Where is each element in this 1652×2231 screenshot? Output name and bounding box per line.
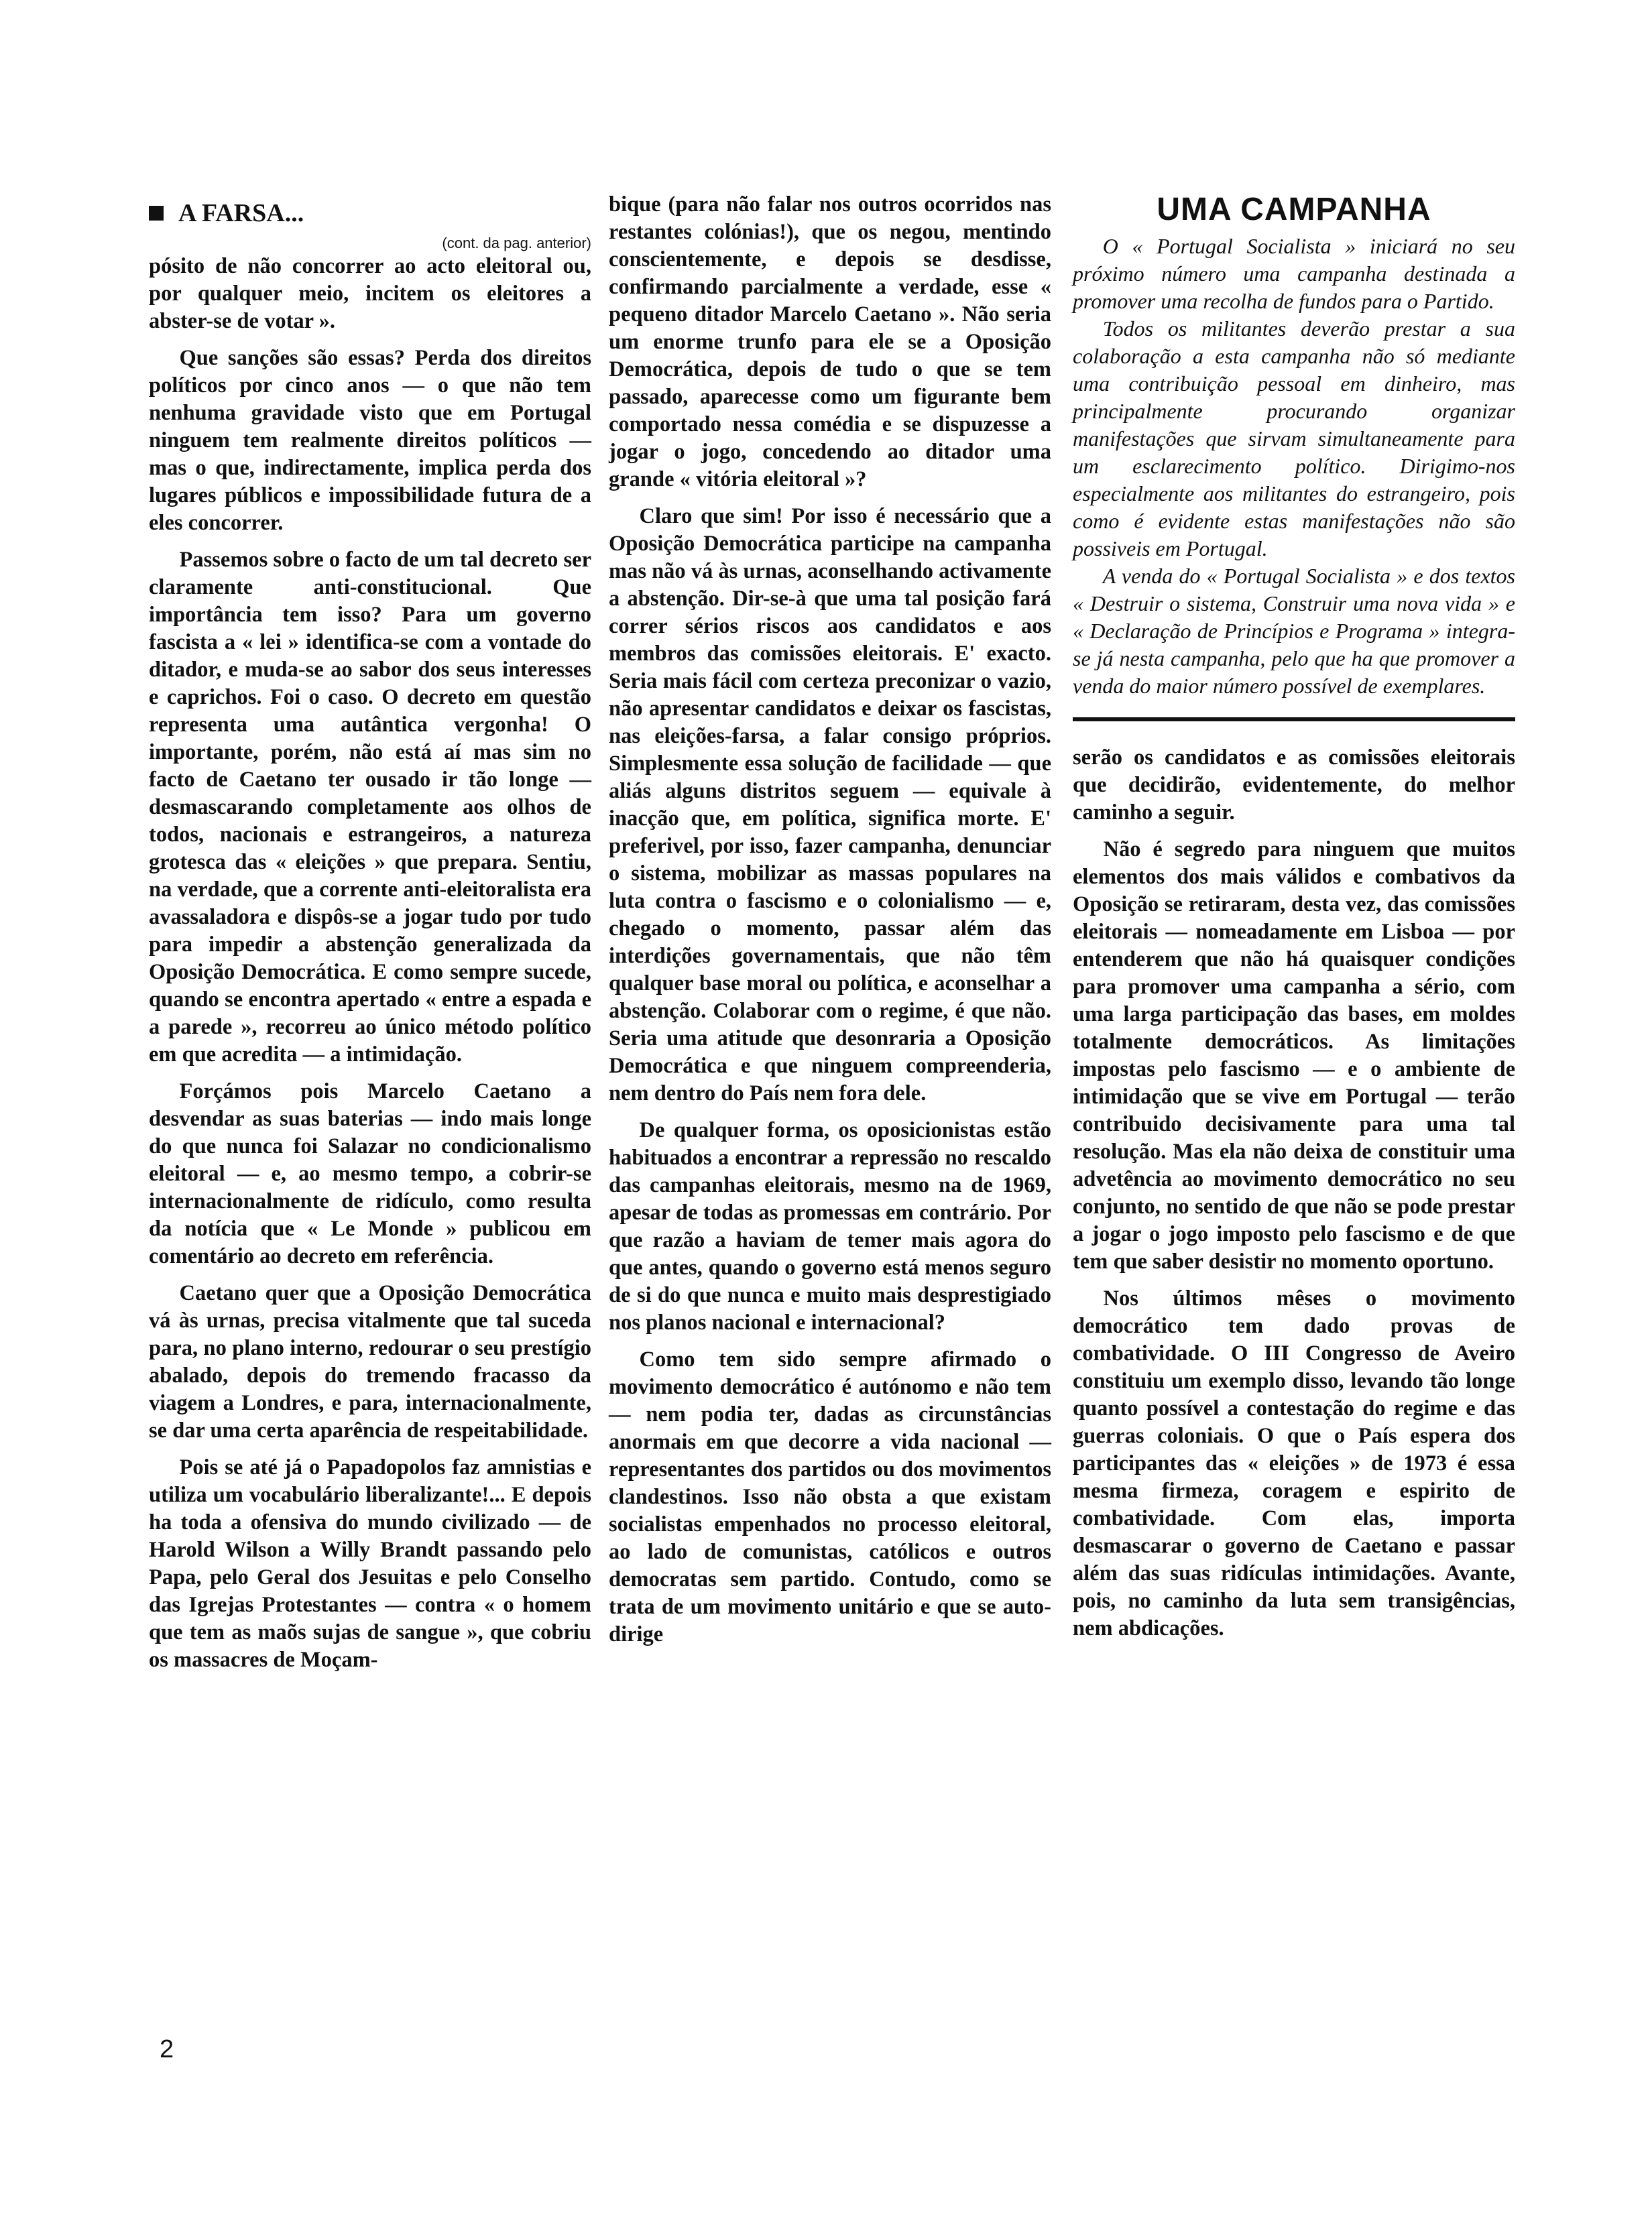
column-1: [149, 191, 591, 1683]
campaign-box: [1073, 191, 1515, 700]
paragraph: De qualquer forma, os oposicionistas estão habituados a encontrar a repressão no rescaldo das campanhas eleitorais, mesmo na de 1969, apesar de todas as promessas em contrário. Por que razão a haviam de temer mais agora do que antes, quando o governo está menos seguro de si do que nunca e muito mais desprestigiado nos planos nacional e internacional?: [609, 1118, 1051, 1335]
divider-rule: [1073, 717, 1515, 721]
paragraph: Passemos sobre o facto de um tal decreto ser claramente anti-constitucional. Que importância tem isso? Para um governo fascista a « lei » identifica-se com a vontade do ditador, e muda-se ao sabor dos seus interesses e caprichos. Foi o caso. O decreto em questão representa uma autântica vergonha! O importante, porém, não está aí mas sim no facto de Caetano ter ousado ir tão longe — desmascarando completamente aos olhos de todos, nacionais e estrangeiros, a natureza grotesca das « eleições » que prepara. Sentiu, na verdade, que a corrente anti-eleitoralista era avassaladora e dispôs-se a jogar tudo por tudo para impedir a abstenção generalizada da Oposição Democrática. E como sempre sucede, quando se encontra apertado « entre a espada e a parede », recorreu ao único método político em que acredita — a intimidação.: [149, 548, 591, 1067]
paragraph: Pois se até já o Papadopolos faz amnistias e utiliza um vocabulário liberalizante!... E depois ha toda a ofensiva do mundo civilizado — de Harold Wilson a Willy Brandt passando pelo Papa, pelo Geral dos Jesuitas e pelo Conselho das Igrejas Protestantes — contra « o homem que tem as maõs sujas de sangue », que cobriu os massacres de Moçam-: [149, 1455, 591, 1672]
paragraph: Caetano quer que a Oposição Democrática vá às urnas, precisa vitalmente que tal suceda para, no plano interno, redourar o seu prestígio abalado, depois do tremendo fracasso da viagem a Londres, e para, internacionalmente, se dar uma certa aparência de respeitabilidade.: [149, 1281, 591, 1443]
paragraph: A venda do « Portugal Socialista » e dos textos « Destruir o sistema, Construir uma nova vida » e « Declaração de Princípios e Programa » integra-se já nesta campanha, pelo que ha que promover a venda do maior número possível de exemplares.: [1073, 564, 1515, 698]
continuation-note: (cont. da pag. anterior): [442, 235, 591, 251]
campaign-box-title: UMA CAMPANHA: [1157, 192, 1431, 227]
paragraph: Como tem sido sempre afirmado o movimento democrático é autónomo e não tem — nem podia ter, dadas as circunstâncias anormais em que decorre a vida nacional — representantes dos partidos ou dos movimentos clandestinos. Isso não obsta a que existam socialistas empenhados no processo eleitoral, ao lado de comunistas, católicos e outros democratas sem partido. Contudo, como se trata de um movimento unitário e que se auto-dirige: [609, 1347, 1051, 1646]
paragraph: Claro que sim! Por isso é necessário que a Oposição Democrática participe na campanha mas não vá às urnas, aconselhando activamente a abstenção. Dir-se-à que uma tal posição fará correr sérios riscos aos candidatos e aos membros das comissões eleitorais. E' exacto. Seria mais fácil com certeza preconizar o vazio, não apresentar candidatos e deixar os fascistas, nas eleições-farsa, a falar consigo próprios. Simplesmente essa solução de facilidade — que aliás alguns distritos seguem — equivale à inacção que, em política, significa morte. E' preferivel, por isso, fazer campanha, denunciar o sistema, mobilizar as massas populares na luta contra o fascismo e o colonialismo — e, chegado o momento, passar além das interdições governamentais, que não têm qualquer base moral ou política, e aconselhar a abstenção. Colaborar com o regime, é que não. Seria uma atitude que desonraria a Oposição Democrática e que ninguem compreenderia, nem dentro do País nem fora dele.: [609, 504, 1051, 1105]
square-bullet-icon: [149, 206, 164, 221]
paragraph: pósito de não concorrer ao acto eleitoral ou, por qualquer meio, incitem os eleitores a abster-se de votar ».: [149, 254, 591, 333]
page-number: 2: [160, 2035, 174, 2063]
paragraph: Não é segredo para ninguem que muitos elementos dos mais válidos e combativos da Oposição se retiraram, desta vez, das comissões eleitorais — nomeadamente em Lisboa — por entenderem que não há quaisquer condições para promover uma campanha a sério, com uma larga participação das bases, em moldes totalmente democráticos. As limitações impostas pelo fascismo — e o ambiente de intimidação que se vive em Portugal — terão contribuido decisivamente para uma tal resolução. Mas ela não deixa de constituir uma advetência ao movimento democrático no seu conjunto, no sentido de que não se pode prestar a jogar o jogo imposto pelo fascismo e de que tem que saber desistir no momento oportuno.: [1073, 837, 1515, 1274]
paragraph: Forçámos pois Marcelo Caetano a desvendar as suas baterias — indo mais longe do que nunca foi Salazar no condicionalismo eleitoral — e, ao mesmo tempo, a cobrir-se internacionalmente de ridículo, como resulta da notícia que « Le Monde » publicou em comentário ao decreto em referência.: [149, 1079, 591, 1268]
paragraph: O « Portugal Socialista » iniciará no seu próximo número uma campanha destinada a promover uma recolha de fundos para o Partido.: [1073, 234, 1515, 313]
article-heading-text: A FARSA...: [178, 199, 304, 227]
column-2: [609, 191, 1051, 1658]
campaign-box-text: [1073, 233, 1515, 700]
paragraph: bique (para não falar nos outros ocorridos nas restantes colónias!), que os negou, mentindo conscientemente, e depois se desdisse, confirmando parcialmente a verdade, esse « pequeno ditador Marcelo Caetano ». Não seria um enorme trunfo para ele se a Oposição Democrática, depois de tudo o que se tem passado, aparecesse como um figurante bem comportado nessa comédia e se dispuzesse a jogar o jogo, concedendo ao ditador uma grande « vitória eleitoral »?: [609, 192, 1051, 491]
column-3: [1073, 191, 1515, 1652]
paragraph: Que sanções são essas? Perda dos direitos políticos por cinco anos — o que não tem nenhuma gravidade visto que em Portugal ninguem tem realmente direitos políticos — mas o que, indirectamente, implica perda dos lugares públicos e impossibilidade futura de a eles concorrer.: [149, 346, 591, 535]
paragraph: serão os candidatos e as comissões eleitorais que decidirão, evidentemente, do melhor caminho a seguir.: [1073, 745, 1515, 825]
paragraph: Todos os militantes deverão prestar a sua colaboração a esta campanha não só mediante uma contribuição pessoal em dinheiro, mas principalmente procurando organizar manifestações que sirvam simultaneamente para um esclarecimento político. Dirigimo-nos especialmente aos militantes do estrangeiro, pois como é evidente estas manifestações não são possiveis em Portugal.: [1073, 316, 1515, 560]
paragraph: Nos últimos mêses o movimento democrático tem dado provas de combatividade. O III Congresso de Aveiro constituiu um exemplo disso, levando tão longe quanto possível a contestação do regime e das guerras coloniais. O que o País espera dos participantes das « eleições » de 1973 é essa mesma firmeza, coragem e espirito de combatividade. Com elas, importa desmascarar o governo de Caetano e passar além das suas ridículas intimidações. Avante, pois, no caminho da luta sem transigências, nem abdicações.: [1073, 1286, 1515, 1640]
article-heading: [149, 196, 591, 230]
